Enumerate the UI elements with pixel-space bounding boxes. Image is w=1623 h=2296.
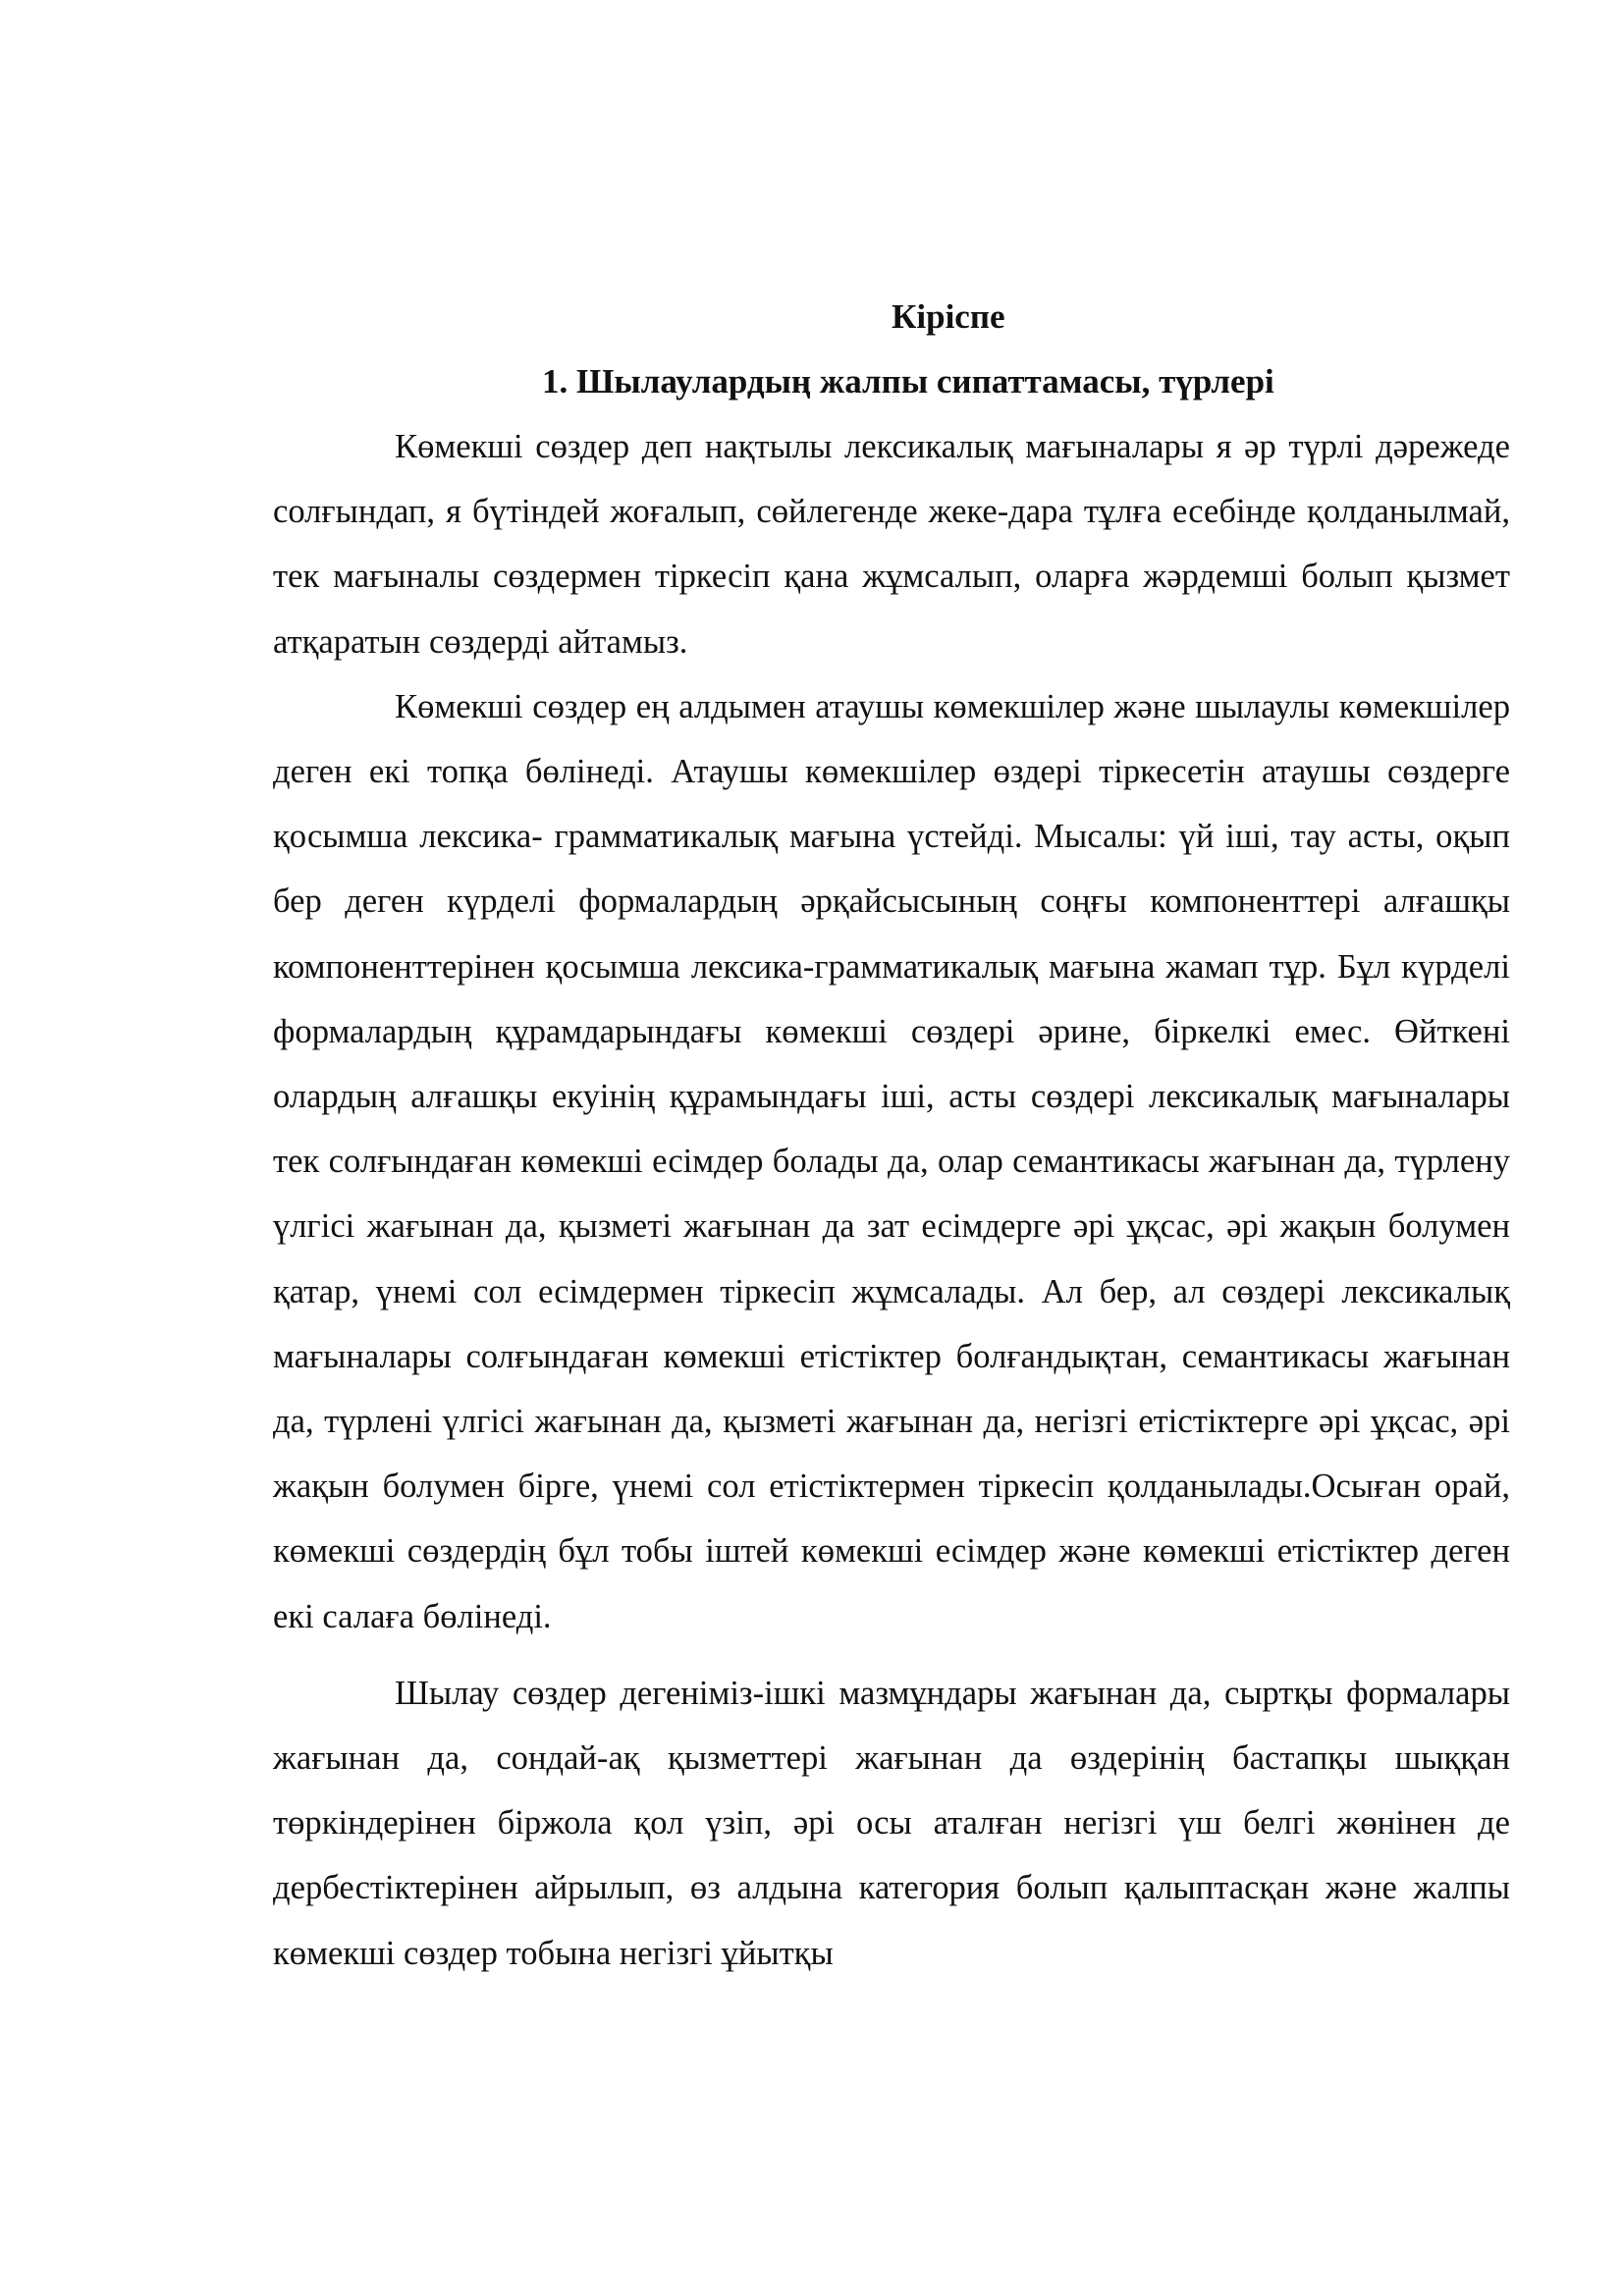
paragraph-3: Шылау сөздер дегеніміз-ішкі мазмұндары жағынан да, сыртқы формалары жағынан да, сондай-ақ қызметтері жағынан да өздерінің бастапқы шыққан төркіндерінен біржола қол үзіп, әрі осы аталған негізгі үш белгі жөнінен де дербестіктерінен айрылып, өз алдына категория болып қалыптасқан және жалпы көмекші сөздер тобына негізгі ұйытқы xyxy=(273,1674,1510,1972)
document-page xyxy=(273,285,1510,1986)
paragraph-2: Көмекші сөздер ең алдымен атаушы көмекшілер және шылаулы көмекшілер деген екі топқа бөлінеді. Атаушы көмекшілер өздері тіркесетін атаушы сөздерге қосымша лексика- грамматикалық мағына үстейді. Мысалы: үй іші, тау асты, оқып бер деген күрделі формалардың әрқайсысының соңғы компоненттері алғашқы компоненттерінен қосымша лексика-грамматикалық мағына жамап тұр. Бұл күрделі формалардың құрамдарындағы көмекші сөздері әрине, біркелкі емес. Өйткені олардың алғашқы екуінің құрамындағы іші, асты сөздері лексикалық мағыналары тек солғындаған көмекші есімдер болады да, олар семантикасы жағынан да, түрлену үлгісі жағынан да, қызметі жағынан да зат есімдерге әрі ұқсас, әрі жақын болумен қатар, үнемі сол есімдермен тіркесіп жұмсалады. Ал бер, ал сөздері лексикалық мағыналары солғындаған көмекші етістіктер болғандықтан, семантикасы жағынан да, түрлені үлгісі жағынан да, қызметі жағынан да, негізгі етістіктерге әрі ұқсас, әрі жақын болумен бірге, үнемі сол етістіктермен тіркесіп қолданылады.Осыған орай, көмекші сөздердің бұл тобы іштей көмекші есімдер және көмекші етістіктер деген екі салаға бөлінеді. xyxy=(273,687,1510,1635)
section-heading: 1. Шылаулардың жалпы сипаттамасы, түрлері xyxy=(542,362,1274,400)
intro-heading: Кіріспе xyxy=(892,297,1005,336)
paragraph-1: Көмекші сөздер деп нақтылы лексикалық мағыналары я әр түрлі дәрежеде солғындап, я бүтіндей жоғалып, сөйлегенде жеке-дара тұлға есебінде қолданылмай, тек мағыналы сөздермен тіркесіп қана жұмсалып, оларға жәрдемші болып қызмет атқаратын сөздерді айтамыз. xyxy=(273,428,1510,661)
